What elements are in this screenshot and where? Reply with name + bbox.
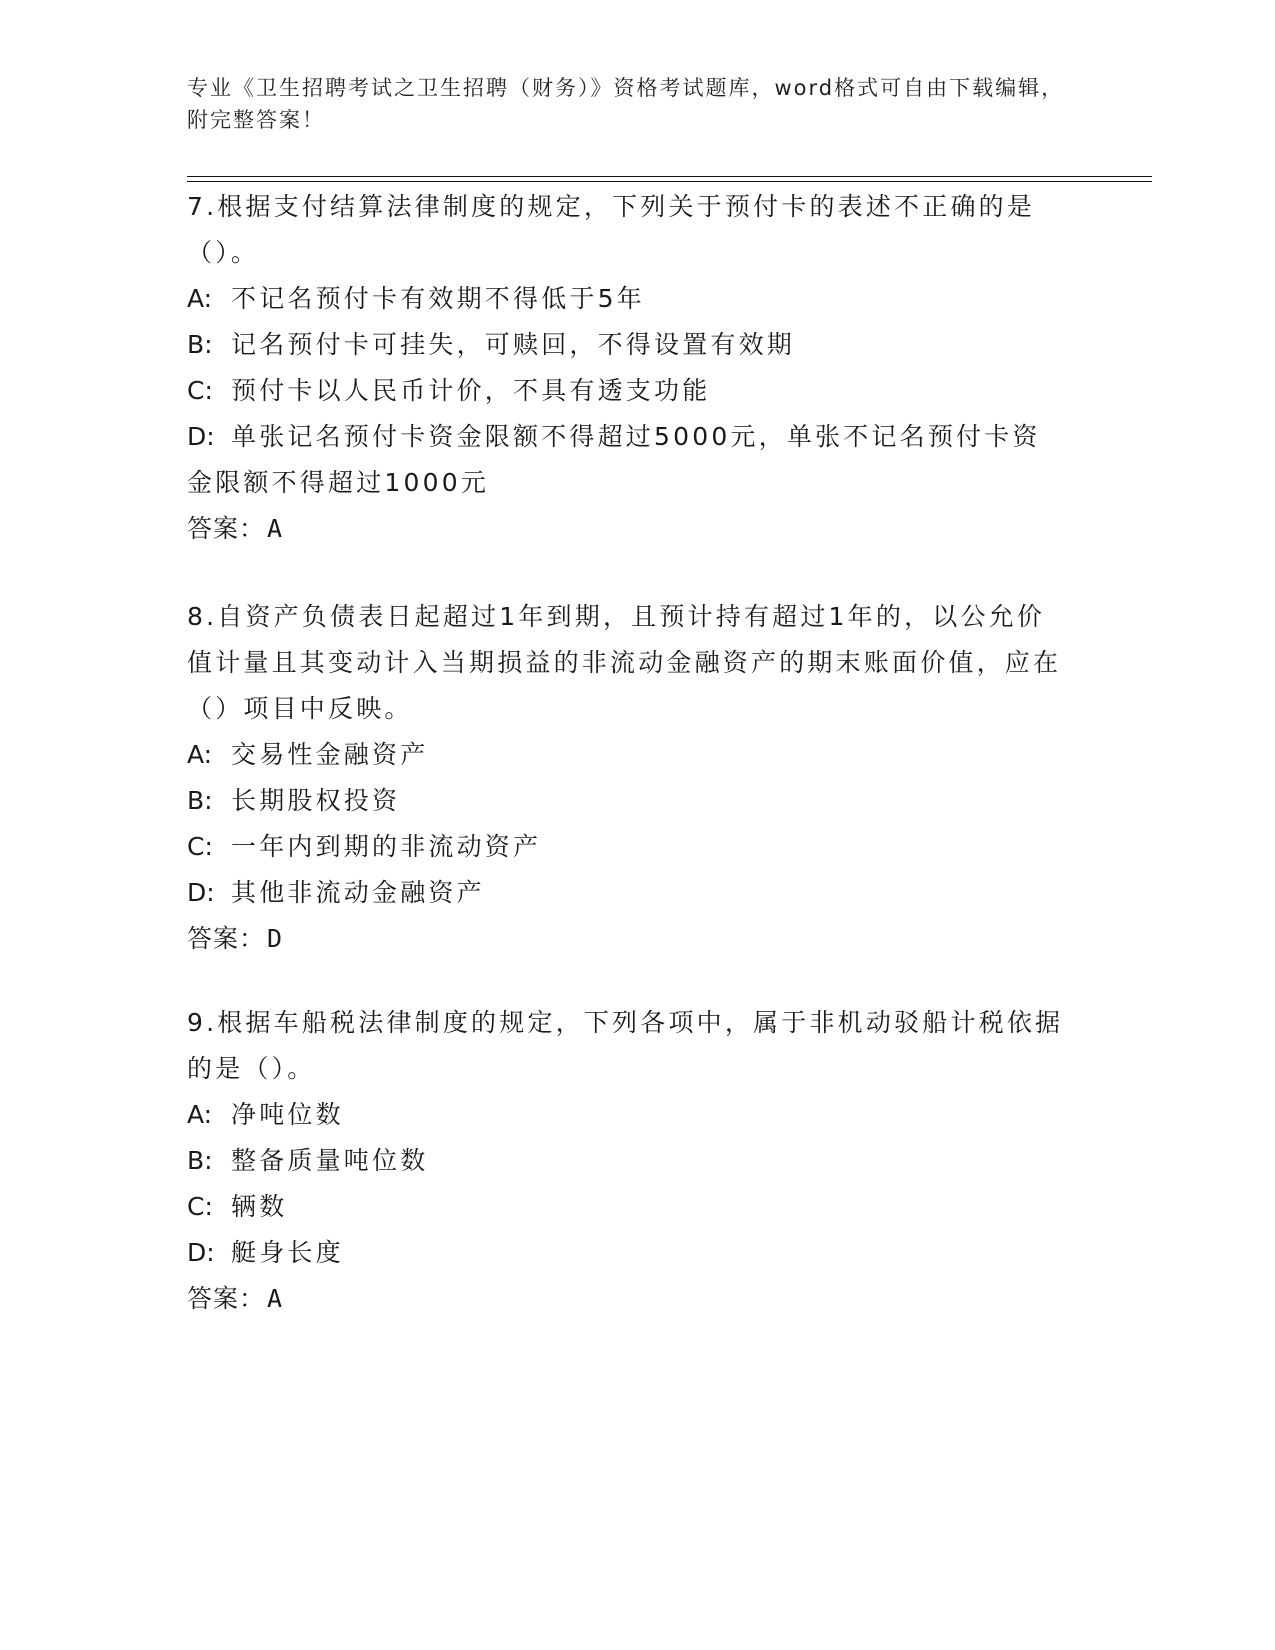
- option-letter: D:: [187, 878, 215, 907]
- option-letter: A:: [187, 1100, 213, 1129]
- option-d: [187, 414, 1067, 506]
- option-c: [187, 1184, 1067, 1230]
- option-text: 单张记名预付卡资金限额不得超过5000元，单张不记名预付卡资金限额不得超过1000元: [187, 422, 1041, 497]
- answer-line: [187, 916, 1067, 962]
- question-7: [187, 184, 1067, 552]
- option-letter: D:: [187, 1238, 215, 1267]
- option-letter: C:: [187, 376, 213, 405]
- option-text: 不记名预付卡有效期不得低于5年: [231, 284, 645, 313]
- question-stem: 9.根据车船税法律制度的规定，下列各项中，属于非机动驳船计税依据的是（）。: [187, 1008, 1064, 1083]
- answer-label: 答案：: [187, 514, 266, 543]
- answer-label: 答案：: [187, 924, 266, 953]
- option-text: 辆数: [231, 1192, 288, 1221]
- option-letter: A:: [187, 284, 213, 313]
- option-b: [187, 1138, 1067, 1184]
- option-c: [187, 368, 1067, 414]
- option-b: [187, 778, 1067, 824]
- option-text: 记名预付卡可挂失，可赎回，不得设置有效期: [231, 330, 796, 359]
- question-8: [187, 594, 1067, 962]
- option-text: 整备质量吨位数: [231, 1146, 429, 1175]
- option-d: [187, 1230, 1067, 1276]
- question-9: [187, 1000, 1067, 1322]
- question-stem: 8.自资产负债表日起超过1年到期，且预计持有超过1年的，以公允价值计量且其变动计入当期损益的非流动金融资产的期末账面价值，应在（）项目中反映。: [187, 602, 1062, 723]
- header-divider-bottom: [187, 181, 1152, 182]
- question-stem: 7.根据支付结算法律制度的规定，下列关于预付卡的表述不正确的是（）。: [187, 192, 1036, 267]
- answer-line: [187, 1276, 1067, 1322]
- option-letter: B:: [187, 330, 213, 359]
- option-text: 其他非流动金融资产: [231, 878, 485, 907]
- option-text: 预付卡以人民币计价，不具有透支功能: [231, 376, 711, 405]
- answer-value: A: [267, 1284, 284, 1313]
- option-text: 长期股权投资: [231, 786, 401, 815]
- answer-value: A: [267, 514, 284, 543]
- option-letter: B:: [187, 1146, 213, 1175]
- option-text: 净吨位数: [231, 1100, 344, 1129]
- option-c: [187, 824, 1067, 870]
- option-letter: B:: [187, 786, 213, 815]
- option-letter: D:: [187, 422, 215, 451]
- option-text: 交易性金融资产: [231, 740, 429, 769]
- answer-line: [187, 506, 1067, 552]
- option-letter: A:: [187, 740, 213, 769]
- option-a: [187, 276, 1067, 322]
- option-b: [187, 322, 1067, 368]
- answer-value: D: [267, 924, 284, 953]
- option-text: 一年内到期的非流动资产: [231, 832, 542, 861]
- option-letter: C:: [187, 832, 213, 861]
- option-a: [187, 1092, 1067, 1138]
- answer-label: 答案：: [187, 1284, 266, 1313]
- option-d: [187, 870, 1067, 916]
- document-header: 专业《卫生招聘考试之卫生招聘（财务）》资格考试题库，word格式可自由下载编辑，附完整答案！: [187, 76, 1065, 132]
- option-letter: C:: [187, 1192, 213, 1221]
- option-text: 艇身长度: [231, 1238, 344, 1267]
- header-divider-top: [187, 176, 1152, 177]
- option-a: [187, 732, 1067, 778]
